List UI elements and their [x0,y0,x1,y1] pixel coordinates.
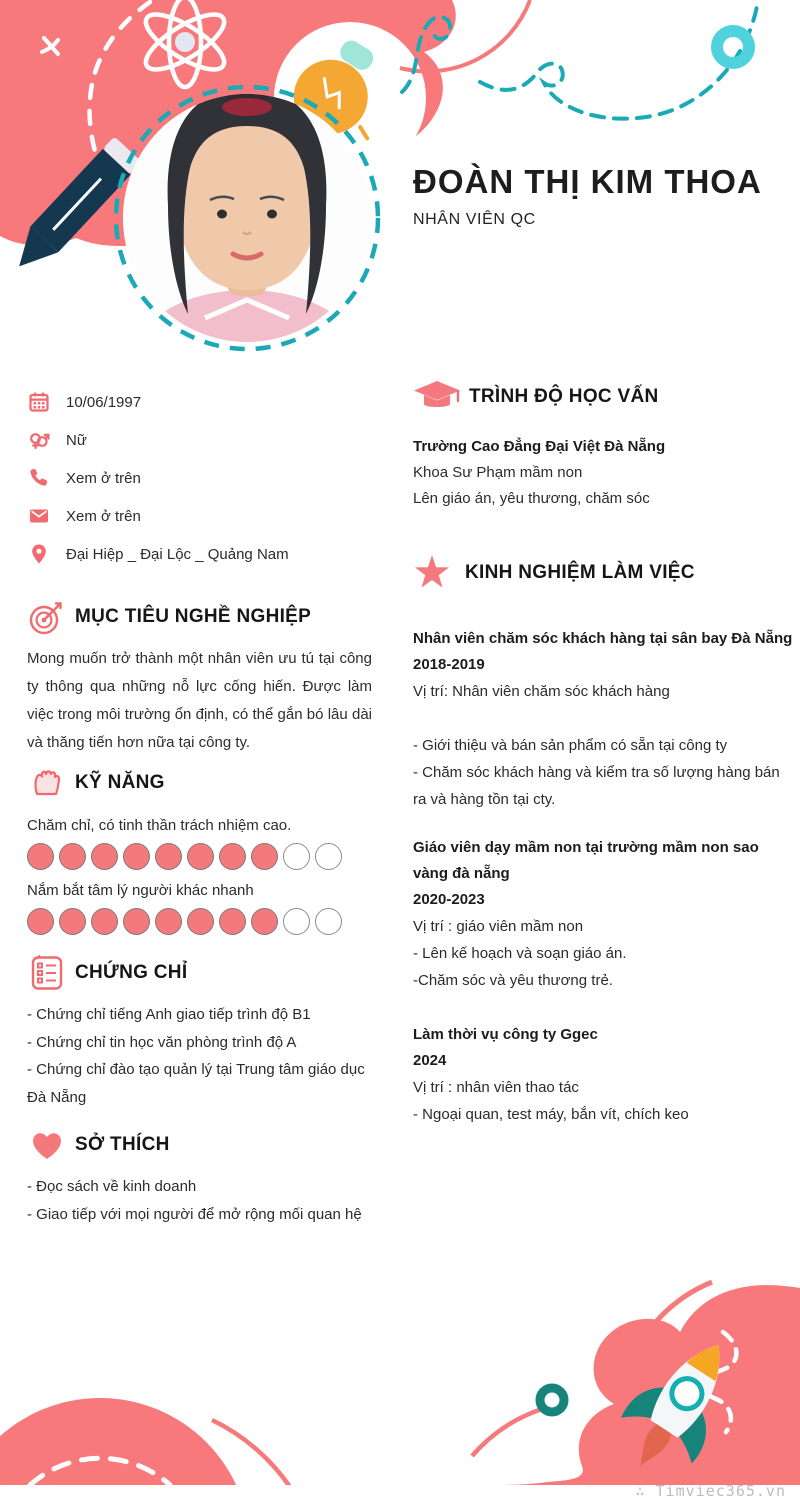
spacer [413,705,793,732]
right-column [413,378,793,1128]
job-position: Vị trí : nhân viên thao tác [413,1079,579,1096]
education-heading: TRÌNH ĐỘ HỌC VẤN [469,386,659,407]
skill-dot [251,843,278,870]
hobby-item: - Đọc sách về kinh doanh [27,1178,197,1195]
job-bullet: - Lên kế hoạch và soạn giáo án. [413,945,627,962]
skills-heading: KỸ NĂNG [75,772,165,793]
certificates-list [27,1001,372,1111]
phone-icon [27,466,53,490]
job-title: Giáo viên dạy mầm non tại trường mầm non sao vàng đà nẵng [413,839,759,882]
contact-row-email [27,497,372,535]
certificate-item: - Chứng chỉ tin học văn phòng trình độ A [27,1033,297,1051]
job-bullet: - Chăm sóc khách hàng và kiểm tra số lượng hàng bán ra và hàng tồn tại cty. [413,764,780,808]
section-objective-header [27,597,372,637]
job-position: Vị trí : giáo viên mầm non [413,918,584,935]
skill-dot [187,908,214,935]
objective-text: Mong muốn trở thành một nhân viên ưu tú tại công ty thông qua những nỗ lực cống hiến. Được làm việc trong môi trường ổn định, có thể gắn bó lâu dài và thăng tiến hơn nữa tại công ty. [27,650,372,751]
skill-dot [283,908,310,935]
birthday-value: 10/06/1997 [66,393,142,411]
skill-dot [219,843,246,870]
email-value: Xem ở trên [66,507,141,525]
target-icon [27,597,75,637]
contact-row-birthday [27,383,372,421]
job-period: 2018-2019 [413,656,485,673]
fist-icon [27,763,75,803]
job-bullet: - Ngoại quan, test máy, bắn vít, chích keo [413,1106,689,1123]
teal-dashed-squiggle [402,6,757,119]
gender-icon [27,428,53,452]
candidate-name: ĐOÀN THỊ KIM THOA [413,163,762,200]
skill-dot [251,908,278,935]
skill-dot [155,843,182,870]
name-block [413,163,793,229]
skill-dot [315,843,342,870]
hobbies-heading: SỞ THÍCH [75,1134,170,1155]
certificate-item: - Chứng chỉ tiếng Anh giao tiếp trình độ B1 [27,1006,311,1023]
job-title: Nhân viên chăm sóc khách hàng tại sân bay Đà Nẵng [413,630,793,647]
section-hobbies-header [27,1125,372,1165]
job-entry [413,1022,793,1128]
gender-value: Nữ [66,431,87,449]
mail-icon [27,504,53,528]
job-period: 2020-2023 [413,891,485,908]
watermark: ∴ Timviec365.vn [635,1482,786,1500]
skill-dots [27,843,372,870]
footer-decoration [0,1280,800,1509]
graduation-cap-icon [413,378,469,416]
section-skills-header [27,763,372,803]
job-bullet: -Chăm sóc và yêu thương trẻ. [413,972,613,989]
skill-dot [283,843,310,870]
skill-dot [219,908,246,935]
contact-row-gender [27,421,372,459]
skill-label: Chăm chỉ, có tinh thần trách nhiệm cao. [27,817,292,834]
skill-dot [91,843,118,870]
hobby-item: - Giao tiếp với mọi người để mở rộng mối quan hệ [27,1205,362,1223]
skill-dot [27,843,54,870]
job-period: 2024 [413,1052,447,1069]
certificates-heading: CHỨNG CHỈ [75,962,188,983]
job-entry [413,626,793,813]
certificate-item: - Chứng chỉ đào tạo quản lý tại Trung tâm giáo dục Đà Nẵng [27,1061,365,1106]
skill-dot [123,843,150,870]
address-value: Đại Hiệp _ Đại Lộc _ Quảng Nam [66,545,289,563]
checklist-icon [27,953,75,993]
left-column [27,383,372,1228]
experience-heading: KINH NGHIỆM LÀM VIỆC [465,562,695,583]
job-entry [413,835,793,994]
skill-dot [59,843,86,870]
education-school: Trường Cao Đẳng Đại Việt Đà Nẵng [413,438,666,455]
education-line: Lên giáo án, yêu thương, chăm sóc [413,490,650,507]
cyan-donut [717,31,749,63]
heart-icon [27,1125,75,1165]
skill-dot [59,908,86,935]
star-icon [413,554,465,592]
section-experience-header [413,554,793,592]
contact-list [27,383,372,573]
skill-label: Nắm bắt tâm lý người khác nhanh [27,882,254,899]
job-title: Làm thời vụ công ty Ggec [413,1026,598,1043]
education-line: Khoa Sư Phạm mầm non [413,464,583,481]
skill-dot [315,908,342,935]
hobbies-list [27,1173,372,1228]
skill-dots [27,908,372,935]
skill-dot [155,908,182,935]
contact-row-phone [27,459,372,497]
objective-heading: MỤC TIÊU NGHỀ NGHIỆP [75,606,312,627]
location-icon [27,542,53,566]
section-education-header [413,378,793,416]
calendar-icon [27,390,53,414]
job-bullet: - Giới thiệu và bán sản phẩm có sẵn tại công ty [413,737,728,754]
job-position: Vị trí: Nhân viên chăm sóc khách hàng [413,683,670,700]
teal-donut [540,1388,564,1412]
candidate-title: NHÂN VIÊN QC [413,211,536,228]
phone-value: Xem ở trên [66,469,141,487]
skill-dot [123,908,150,935]
contact-row-address [27,535,372,573]
skill-dot [27,908,54,935]
coral-arc-outline-small [472,1408,545,1456]
skill-dot [187,843,214,870]
section-certificates-header [27,953,372,993]
skill-dot [91,908,118,935]
